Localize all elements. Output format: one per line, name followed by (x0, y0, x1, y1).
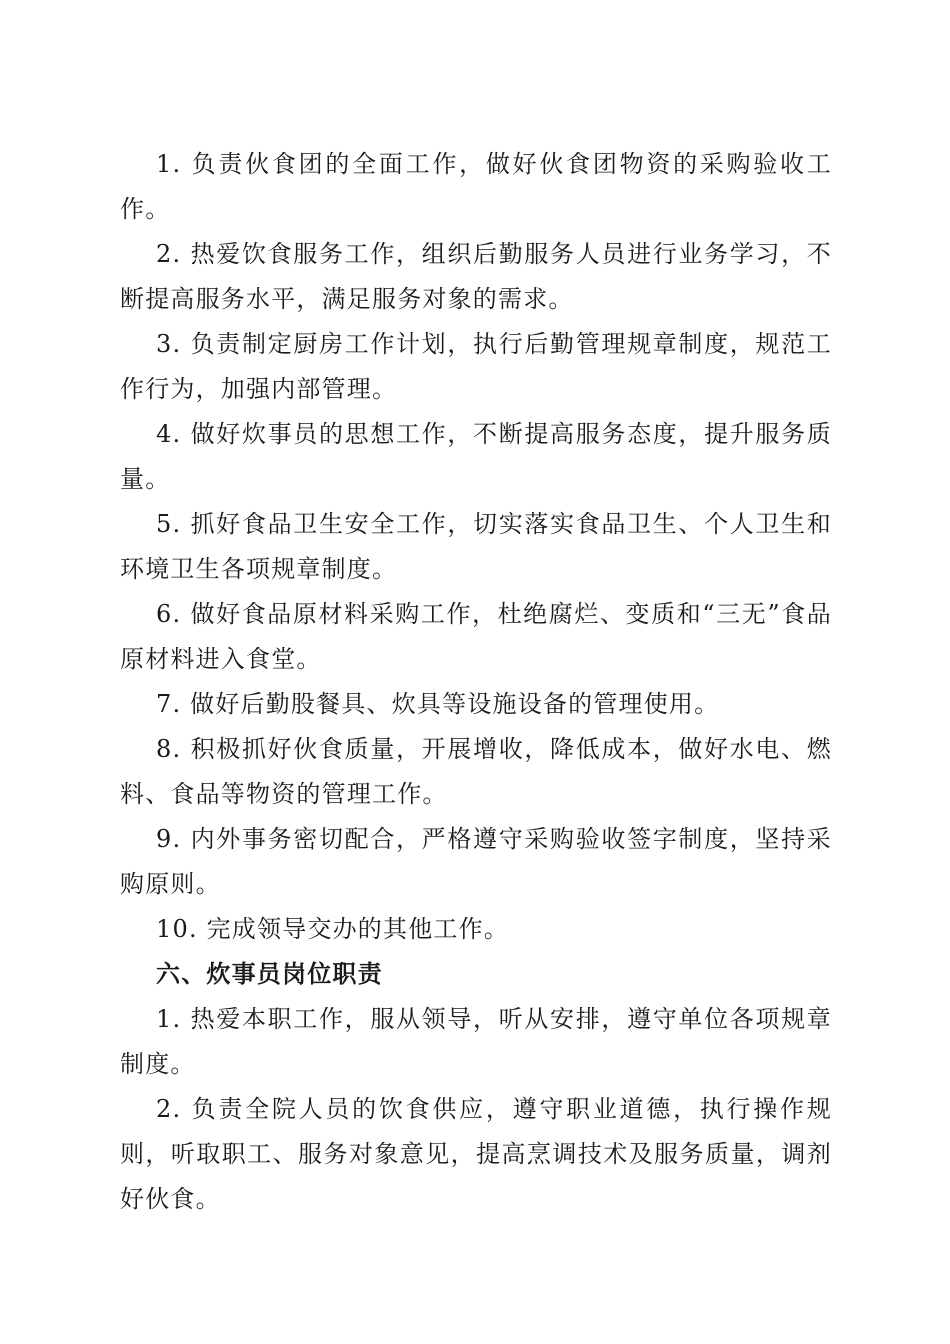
duty-paragraph: 1. 负责伙食团的全面工作，做好伙食团物资的采购验收工作。 (120, 150, 832, 223)
duty-paragraph: 7. 做好后勤股餐具、炊具等设施设备的管理使用。 (156, 690, 720, 718)
duty-paragraph: 6. 做好食品原材料采购工作，杜绝腐烂、变质和“三无”食品原材料进入食堂。 (120, 600, 832, 673)
duty-paragraph: 2. 热爱饮食服务工作，组织后勤服务人员进行业务学习，不断提高服务水平，满足服务对象的需求。 (120, 240, 832, 313)
duty-paragraph: 5. 抓好食品卫生安全工作，切实落实食品卫生、个人卫生和环境卫生各项规章制度。 (120, 510, 832, 583)
duty-paragraph: 4. 做好炊事员的思想工作，不断提高服务态度，提升服务质量。 (120, 420, 832, 493)
duty-paragraph: 10. 完成领导交办的其他工作。 (156, 915, 509, 943)
document-body (120, 142, 832, 1222)
duty-paragraph: 3. 负责制定厨房工作计划，执行后勤管理规章制度，规范工作行为，加强内部管理。 (120, 330, 832, 403)
duty-paragraph: 9. 内外事务密切配合，严格遵守采购验收签字制度，坚持采购原则。 (120, 825, 832, 898)
duty-paragraph: 2. 负责全院人员的饮食供应，遵守职业道德，执行操作规则，听取职工、服务对象意见，提高烹调技术及服务质量，调剂好伙食。 (120, 1095, 832, 1213)
duty-paragraph: 8. 积极抓好伙食质量，开展增收，降低成本，做好水电、燃料、食品等物资的管理工作。 (120, 735, 832, 808)
section-heading: 六、炊事员岗位职责 (156, 960, 383, 988)
duty-paragraph: 1. 热爱本职工作，服从领导，听从安排，遵守单位各项规章制度。 (120, 1005, 832, 1078)
